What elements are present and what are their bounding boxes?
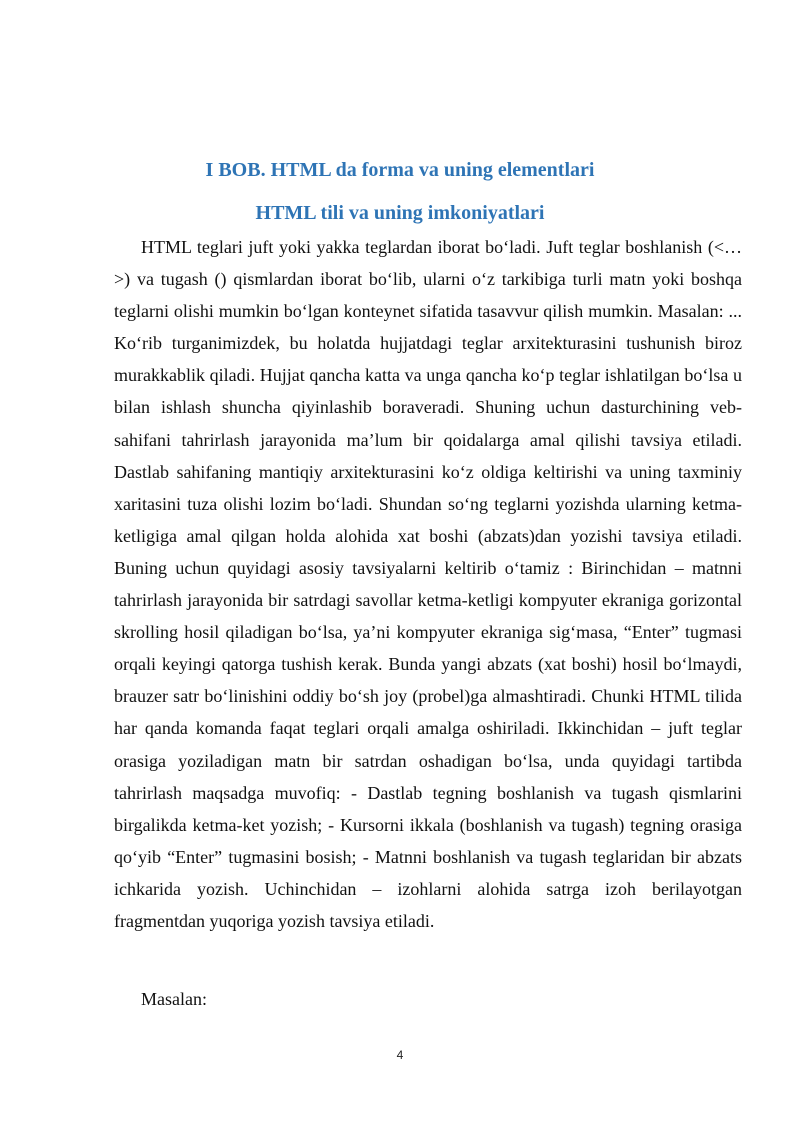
page-number: 4 — [396, 1048, 404, 1062]
section-heading: HTML tili va uning imkoniyatlari — [255, 202, 545, 224]
example-paragraph: Masalan: — [141, 989, 207, 1009]
body-paragraph: HTML teglari juft yoki yakka teglardan iborat bo‘ladi. Juft teglar boshlanish (<…>) va tugash () qismlardan iborat bo‘lib, ularni o‘z tarkibiga turli matn yoki boshqa teglarni olishi mumkin bo‘lgan konteynet sifatida tasavvur qilish mumkin. Masalan: ... Ko‘rib turganimizdek, bu holatda hujjatdagi teglar arxitekturasini tushunish biroz murakkablik qiladi. Hujjat qancha katta va unga qancha ko‘p teglar ishlatilgan bo‘lsa u bilan ishlash shuncha qiyinlashib boraveradi. Shuning uchun dasturchining veb-sahifani tahrirlash jarayonida ma’lum bir qoidalarga amal qilishi tavsiya etiladi. Dastlab sahifaning mantiqiy arxitekturasini ko‘z oldiga keltirishi va uning taxminiy xaritasini tuza olishi lozim bo‘ladi. Shundan so‘ng teglarni yozishda ularning ketma-ketligiga amal qilgan holda alohida xat boshi (abzats)dan yozishi tavsiya etiladi. Buning uchun quyidagi asosiy tavsiyalarni keltirib o‘tamiz : Birinchidan – matnni tahrirlash jarayonida bir satrdagi savollar ketma-ketligi kompyuter ekraniga gorizontal skrolling hosil qiladigan bo‘lsa, ya’ni kompyuter ekraniga sig‘masa, “Enter” tugmasi orqali keyingi qatorga tushish kerak. Bunda yangi abzats (xat boshi) hosil bo‘lmaydi, brauzer satr bo‘linishini oddiy bo‘sh joy (probel)ga almashtiradi. Chunki HTML tilida har qanda komanda faqat teglari orqali amalga oshiriladi. Ikkinchidan – juft teglar orasiga yoziladigan matn bir satrdan oshadigan bo‘lsa, unda quyidagi tartibda tahrirlash maqsadga muvofiq: - Dastlab tegning boshlanish va tugash qismlarini birgalikda ketma-ket yozish; - Kursorni ikkala (boshlanish va tugash) tegning orasiga qo‘yib “Enter” tugmasini bosish; - Matnni boshlanish va tugash teglaridan bir abzats ichkarida yozish. Uchinchidan – izohlarni alohida satrga izoh berilayotgan fragmentdan yuqoriga yozish tavsiya etiladi. — [114, 237, 742, 931]
chapter-heading: I BOB. HTML da forma va uning elementlari — [205, 159, 595, 181]
